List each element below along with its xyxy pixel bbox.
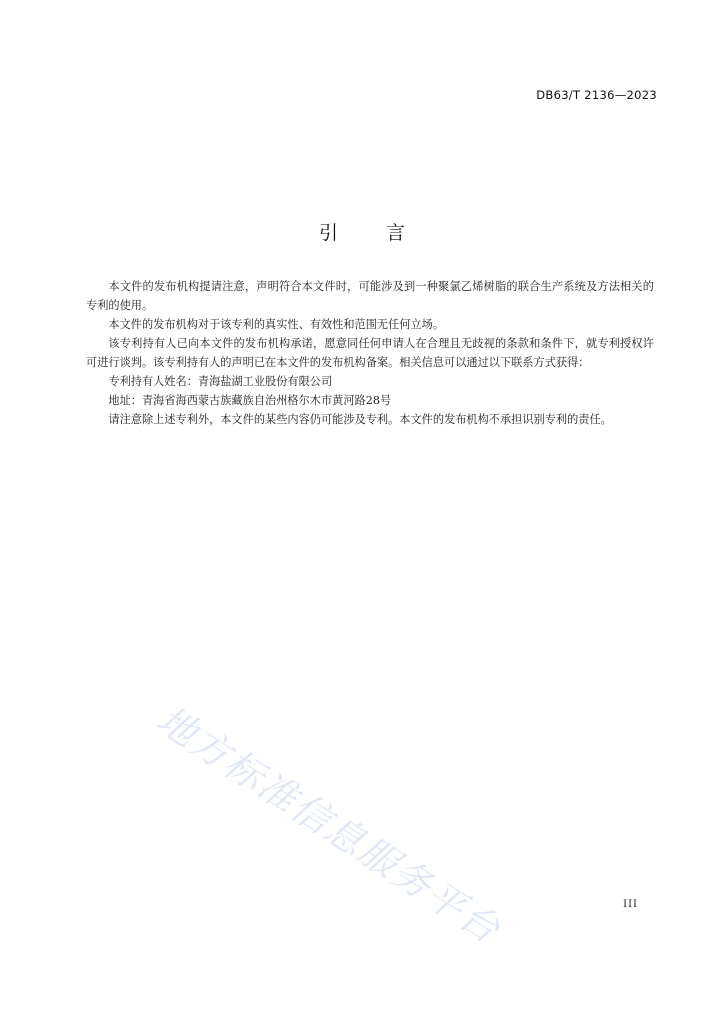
watermark: 地方标准信息服务平台 xyxy=(149,697,509,953)
body-text xyxy=(86,277,654,429)
page-number: III xyxy=(623,899,638,910)
paragraph-holder-name: 专利持有人姓名：青海盐湖工业股份有限公司 xyxy=(108,375,333,388)
paragraph-notice: 本文件的发布机构提请注意，声明符合本文件时，可能涉及到一种聚氯乙烯树脂的联合生产系统及方法相关的专利的使用。 xyxy=(86,280,654,312)
paragraph-position: 本文件的发布机构对于该专利的真实性、有效性和范围无任何立场。 xyxy=(108,318,445,331)
paragraph-commitment: 该专利持有人已向本文件的发布机构承诺，愿意同任何申请人在合理且无歧视的条款和条件下，就专利授权许可进行谈判。该专利持有人的声明已在本文件的发布机构备案。相关信息可以通过以下联系方式获得： xyxy=(86,337,654,369)
title-char-2: 言 xyxy=(386,222,406,244)
paragraph-disclaimer: 请注意除上述专利外，本文件的某些内容仍可能涉及专利。本文件的发布机构不承担识别专利的责任。 xyxy=(108,413,612,426)
document-code: DB63/T 2136—2023 xyxy=(536,88,657,102)
section-title xyxy=(0,218,724,245)
title-char-1: 引 xyxy=(318,222,338,244)
paragraph-address: 地址：青海省海西蒙古族藏族自治州格尔木市黄河路28号 xyxy=(108,394,392,407)
